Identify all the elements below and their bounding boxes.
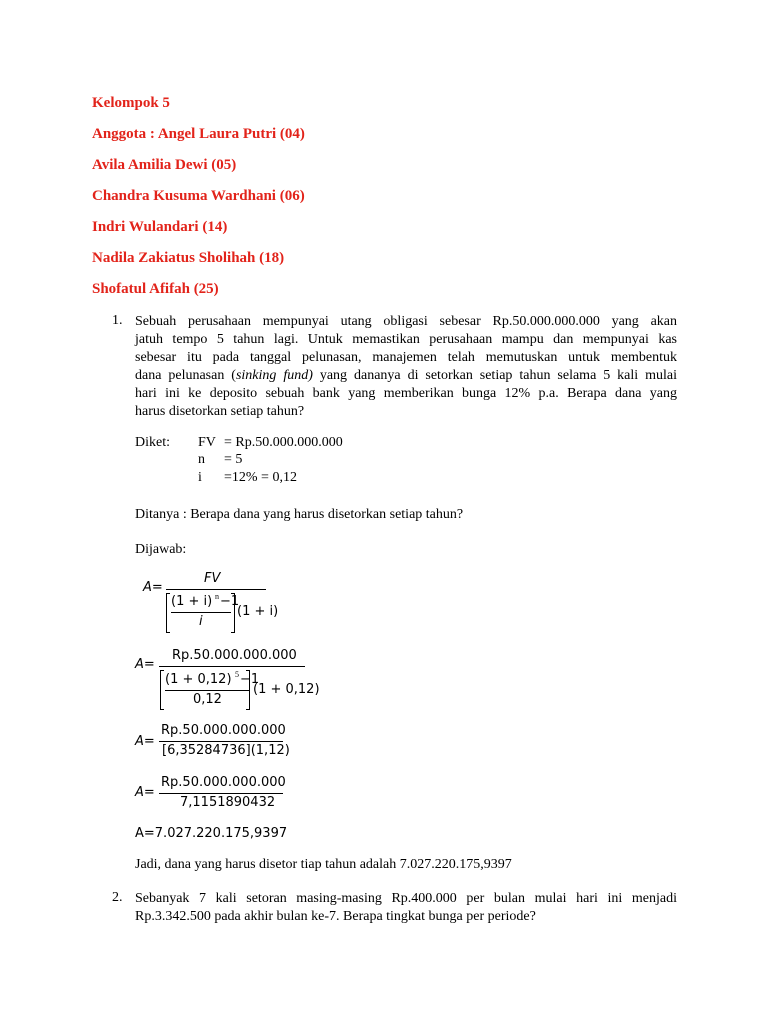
f2-lhs: A= — [135, 657, 155, 672]
q1-line-4-post: yang dananya di setorkan setiap tahun selama 5 kali mulai — [312, 368, 677, 383]
q1-line-1: Sebuah perusahaan mempunyai utang obligasi sebesar Rp.50.000.000.000 yang akan — [135, 314, 677, 329]
diket-fv-var: FV — [198, 435, 216, 450]
group-title: Kelompok 5 — [92, 95, 170, 111]
f4-num: Rp.50.000.000.000 — [161, 775, 286, 790]
q1-line-4-pre: dana pelunasan ( — [135, 368, 236, 383]
f2-main-bar — [159, 666, 305, 667]
question-1-number: 1. — [112, 313, 123, 328]
f4-den: 7,1151890432 — [180, 795, 276, 810]
f4-lhs: A= — [135, 785, 155, 800]
f2-mult: (1 + 0,12) — [253, 682, 320, 697]
f1-exp: n — [215, 592, 219, 601]
q1-line-5: hari ini ke deposito sebuah bank yang memberikan bunga 12% p.a. Berapa dana yang — [135, 386, 677, 401]
diket-fv-val: = Rp.50.000.000.000 — [224, 435, 343, 450]
f3-num: Rp.50.000.000.000 — [161, 723, 286, 738]
member-4: Indri Wulandari (14) — [92, 219, 228, 235]
diket-n-val: = 5 — [224, 452, 243, 467]
diket-i-val: =12% = 0,12 — [224, 470, 297, 485]
result: A=7.027.220.175,9397 — [135, 826, 288, 841]
f2-exp: 5 — [235, 670, 239, 679]
member-5: Nadila Zakiatus Sholihah (18) — [92, 250, 285, 266]
f2-minus: −1 — [240, 672, 260, 687]
diket-label: Diket: — [135, 435, 170, 450]
f2-inner: (1 + 0,12) — [165, 672, 232, 687]
q1-line-3: sebesar itu pada tanggal pelunasan, manajemen telah memutuskan untuk membentuk — [135, 350, 677, 365]
diket-i-var: i — [198, 470, 202, 485]
f3-bar — [159, 741, 283, 742]
question-1-text — [135, 313, 677, 421]
f1-bracket-left — [166, 593, 170, 633]
q2-line-1: Sebanyak 7 kali setoran masing-masing Rp.400.000 per bulan mulai hari ini menjadi — [135, 891, 677, 906]
f1-lhs: A= — [143, 580, 163, 595]
q1-line-2: jatuh tempo 5 tahun lagi. Untuk memastikan perusahaan mampu dan mempunyai kas — [135, 332, 677, 347]
question-2-text — [135, 890, 677, 926]
f1-minus: −1 — [220, 594, 240, 609]
q1-line-4-italic: sinking fund) — [235, 368, 313, 383]
q1-line-6: harus disetorkan setiap tahun? — [135, 404, 305, 419]
q2-line-2: Rp.3.342.500 pada akhir bulan ke-7. Berapa tingkat bunga per periode? — [135, 909, 536, 924]
f1-fv: FV — [204, 571, 221, 586]
dijawab: Dijawab: — [135, 542, 187, 557]
question-2-number: 2. — [112, 890, 123, 905]
f3-lhs: A= — [135, 734, 155, 749]
f2-num: Rp.50.000.000.000 — [172, 648, 297, 663]
f3-den: [6,35284736](1,12) — [162, 743, 290, 758]
member-3: Chandra Kusuma Wardhani (06) — [92, 188, 305, 204]
f4-bar — [159, 793, 283, 794]
f1-den: i — [199, 614, 203, 629]
member-2: Avila Amilia Dewi (05) — [92, 157, 237, 173]
f1-main-bar — [166, 589, 266, 590]
member-1: Anggota : Angel Laura Putri (04) — [92, 126, 305, 142]
f1-num: (1 + i) — [171, 594, 213, 609]
f1-inner-bar — [171, 612, 231, 613]
f2-inner-bar — [165, 690, 249, 691]
f2-den: 0,12 — [193, 692, 222, 707]
member-6: Shofatul Afifah (25) — [92, 281, 219, 297]
f1-mult: (1 + i) — [237, 604, 279, 619]
diket-n-var: n — [198, 452, 205, 467]
f1-bracket-right — [231, 593, 235, 633]
f2-bracket-left — [160, 670, 164, 710]
f2-bracket-right — [246, 670, 250, 710]
ditanya: Ditanya : Berapa dana yang harus disetorkan setiap tahun? — [135, 507, 464, 522]
conclusion: Jadi, dana yang harus disetor tiap tahun adalah 7.027.220.175,9397 — [135, 857, 512, 872]
q1-line-4 — [135, 367, 677, 385]
